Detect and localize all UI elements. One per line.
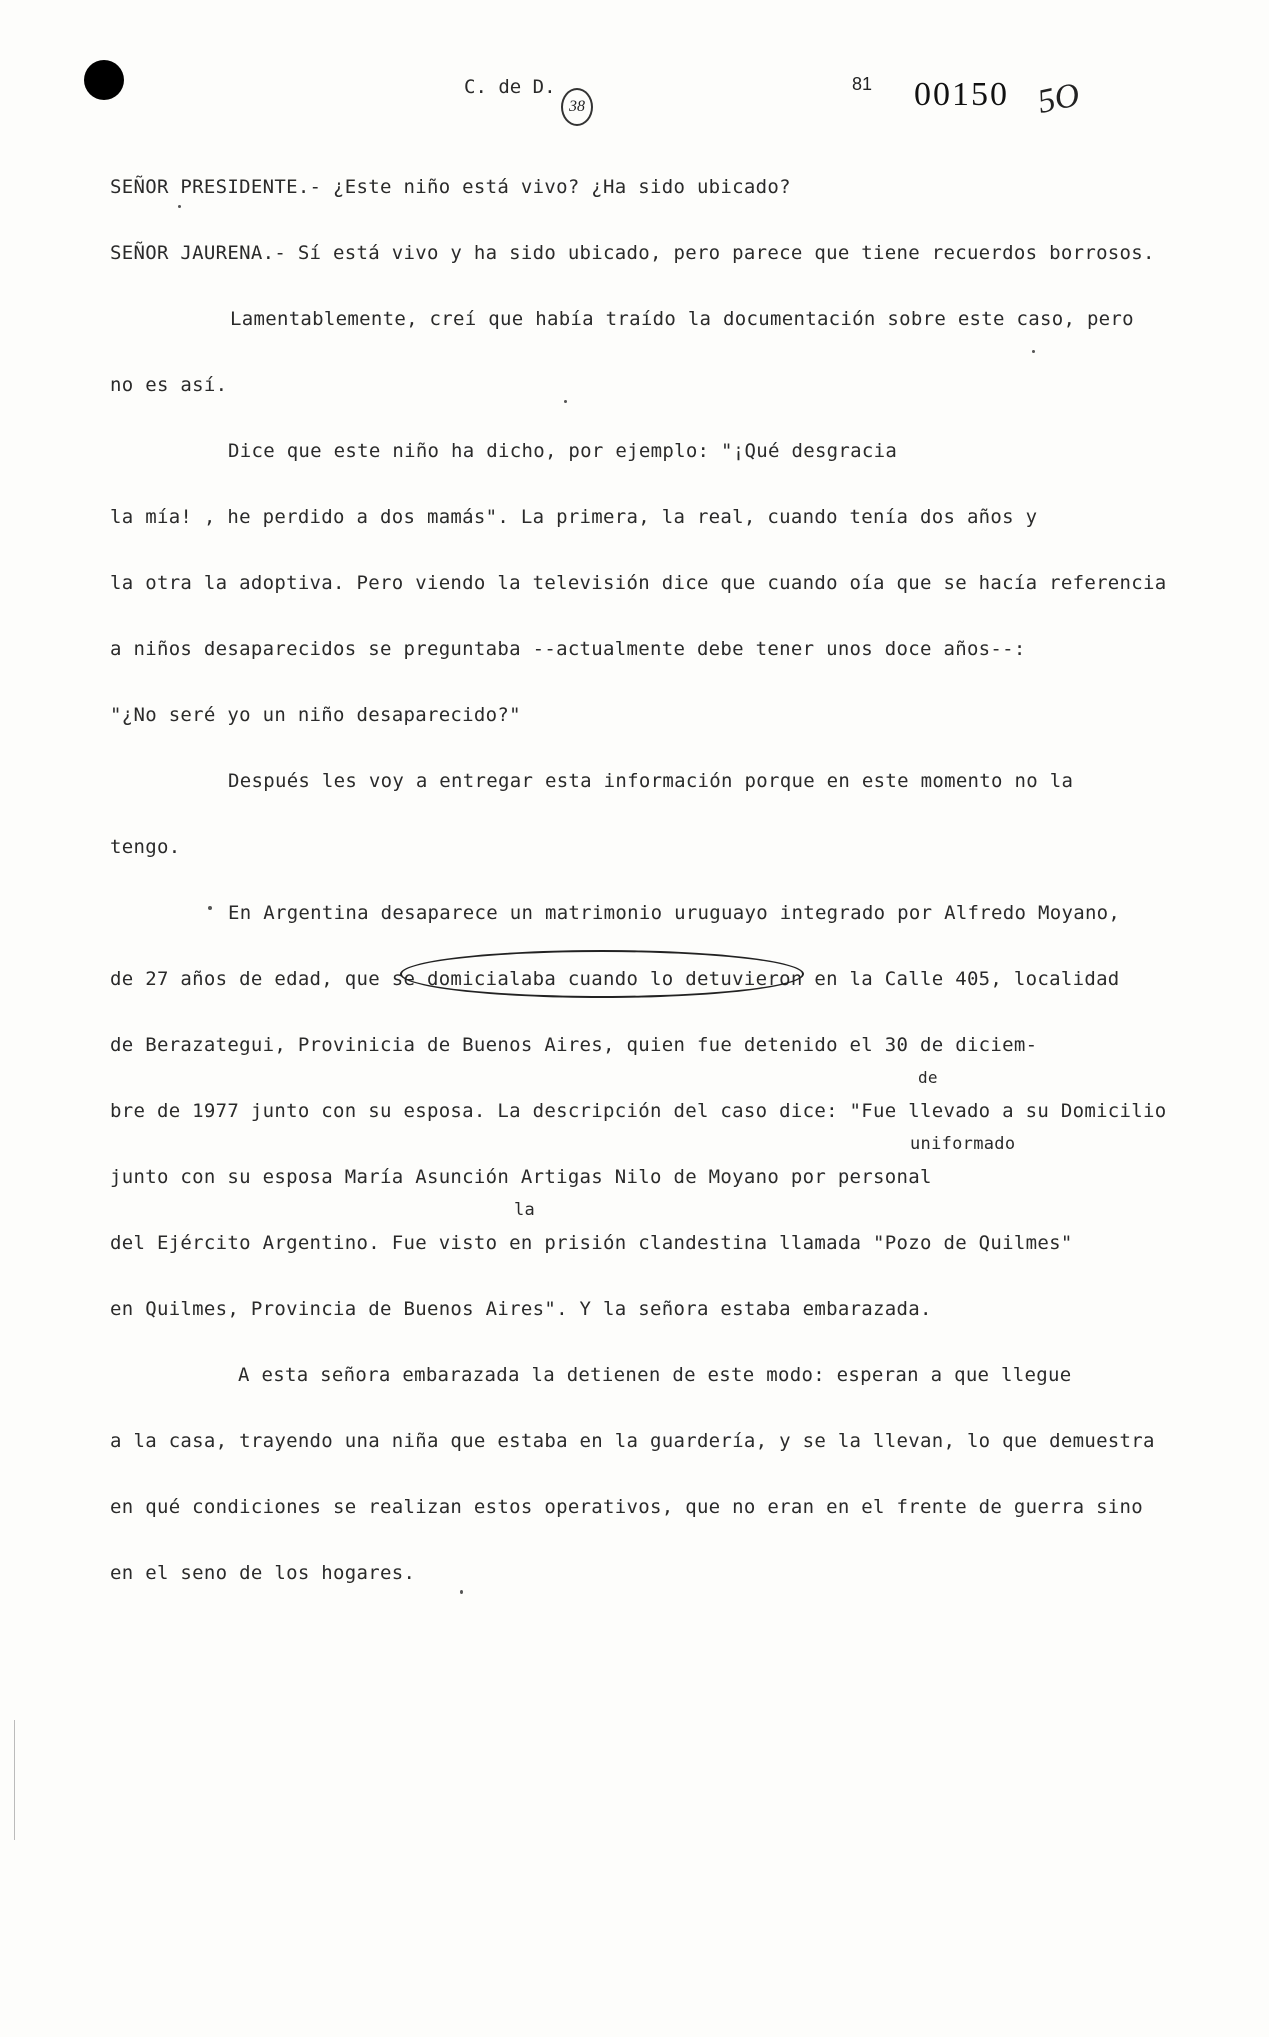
text-line: En Argentina desaparece un matrimonio uruguayo integrado por Alfredo Moyano, (228, 902, 1121, 924)
text-line: bre de 1977 junto con su esposa. La descripción del caso dice: "Fue llevado a su Domicilio (110, 1100, 1167, 1122)
handwritten-oval (400, 950, 804, 998)
folio-number: 00150 (914, 76, 1009, 113)
text-line: en Quilmes, Provincia de Buenos Aires". Y la señora estaba embarazada. (110, 1298, 932, 1320)
text-line: no es así. (110, 374, 228, 396)
text-line: la mía! , he perdido a dos mamás". La primera, la real, cuando tenía dos años y (110, 506, 1038, 528)
header-center-label: C. de D. (464, 76, 556, 98)
text-line: junto con su esposa María Asunción Artigas Nilo de Moyano por personal (110, 1166, 932, 1188)
scan-speck (564, 400, 567, 403)
text-line: Lamentablemente, creí que había traído la documentación sobre este caso, pero (230, 308, 1134, 330)
text-line-insertion: uniformado (910, 1134, 1016, 1154)
handwritten-page-mark: 5O (1034, 76, 1083, 121)
text-line: de 27 años de edad, que se domicialaba cuando lo detuvieron en la Calle 405, localidad (110, 968, 1120, 990)
text-line: Dice que este niño ha dicho, por ejemplo: "¡Qué desgracia (228, 440, 898, 462)
text-line: en el seno de los hogares. (110, 1562, 416, 1584)
scan-speck (460, 1590, 463, 1594)
small-page-number: 81 (852, 74, 873, 94)
text-line: de Berazategui, Provinicia de Buenos Aires, quien fue detenido el 30 de diciem- (110, 1034, 1038, 1056)
text-line: Después les voy a entregar esta información porque en este momento no la (228, 770, 1074, 792)
circled-stamp-number: 38 (561, 88, 593, 126)
text-line: SEÑOR PRESIDENTE.- ¿Este niño está vivo? ¿Ha sido ubicado? (110, 176, 791, 198)
text-line: la otra la adoptiva. Pero viendo la televisión dice que cuando oía que se hacía referencia (110, 572, 1167, 594)
text-line: en qué condiciones se realizan estos operativos, que no eran en el frente de guerra sino (110, 1496, 1144, 1518)
text-line-insertion: de (918, 1068, 938, 1087)
text-line: SEÑOR JAURENA.- Sí está vivo y ha sido ubicado, pero parece que tiene recuerdos borrosos. (110, 242, 1155, 264)
text-line: a la casa, trayendo una niña que estaba en la guardería, y se la llevan, lo que demuestra (110, 1430, 1155, 1452)
text-line-insertion: la (514, 1200, 536, 1220)
text-line: a niños desaparecidos se preguntaba --actualmente debe tener unos doce años--: (110, 638, 1026, 660)
scan-speck (208, 906, 212, 910)
text-line: del Ejército Argentino. Fue visto en prisión clandestina llamada "Pozo de Quilmes" (110, 1232, 1073, 1254)
scan-speck (178, 205, 181, 208)
scan-speck (1032, 350, 1035, 353)
text-line: "¿No seré yo un niño desaparecido?" (110, 704, 521, 726)
text-line: A esta señora embarazada la detienen de este modo: esperan a que llegue (238, 1364, 1072, 1386)
punch-hole (84, 60, 124, 100)
scan-margin-line (14, 1720, 15, 1840)
text-line: tengo. (110, 836, 181, 858)
